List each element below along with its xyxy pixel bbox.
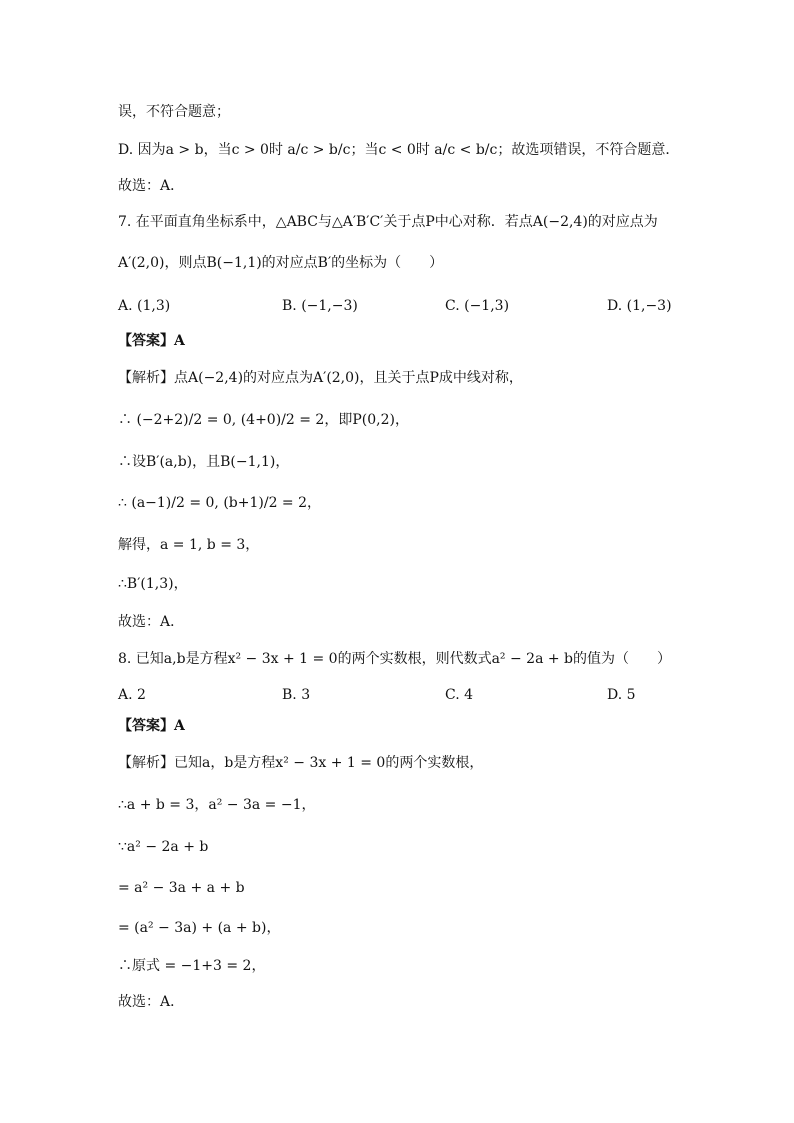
q8-analysis-line: ∴原式 = −1+3 = 2， bbox=[118, 958, 266, 974]
q7-analysis-line: 【解析】点A(−2,4)的对应点为A′(2,0)，且关于点P成中线对称， bbox=[118, 370, 523, 386]
q7-analysis-line: 解得，a = 1, b = 3， bbox=[118, 537, 260, 553]
q7-analysis-line: ∴B′(1,3)， bbox=[118, 576, 188, 592]
q8-analysis-line: 故选：A． bbox=[118, 994, 185, 1010]
q8-analysis-line: ∴a + b = 3，a² − 3a = −1， bbox=[118, 797, 316, 813]
q7-analysis-line: ∴ (−2+2)/2 = 0, (4+0)/2 = 2，即P(0,2)， bbox=[118, 412, 409, 428]
q8-option-a: A. 2 bbox=[118, 687, 146, 703]
q7-analysis-line: ∴ (a−1)/2 = 0, (b+1)/2 = 2， bbox=[118, 495, 322, 511]
q7-answer: 【答案】A bbox=[118, 333, 185, 349]
q8-option-c: C. 4 bbox=[445, 687, 474, 703]
q8-analysis-line: = (a² − 3a) + (a + b)， bbox=[118, 920, 281, 936]
q8-analysis-line: ∵a² − 2a + b bbox=[118, 839, 209, 855]
q8-answer: 【答案】A bbox=[118, 718, 185, 734]
q7-stem-line-2: A′(2,0)，则点B(−1,1)的对应点B′的坐标为（ ） bbox=[118, 255, 444, 271]
q7-analysis-line: ∴设B′(a,b)，且B(−1,1)， bbox=[118, 454, 290, 470]
previous-option-d-explanation: D. 因为a > b，当c > 0时 a/c > b/c；当c < 0时 a/c < b/c；故选项错误，不符合题意． bbox=[118, 142, 680, 158]
q7-option-c: C. (−1,3) bbox=[445, 298, 510, 314]
q7-stem-line-1: 7. 在平面直角坐标系中，△ABC与△A′B′C′关于点P中心对称．若点A(−2,4)的对应点为 bbox=[118, 214, 658, 230]
q7-option-b: B. (−1,−3) bbox=[282, 298, 358, 314]
q7-option-d: D. (1,−3) bbox=[607, 298, 672, 314]
q8-option-b: B. 3 bbox=[282, 687, 311, 703]
q8-analysis-line: 【解析】已知a，b是方程x² − 3x + 1 = 0的两个实数根， bbox=[118, 755, 484, 771]
q8-option-d: D. 5 bbox=[607, 687, 636, 703]
previous-conclusion: 故选：A． bbox=[118, 178, 185, 194]
q8-analysis-line: = a² − 3a + a + b bbox=[118, 880, 245, 896]
q8-stem: 8. 已知a,b是方程x² − 3x + 1 = 0的两个实数根，则代数式a² − 2a + b的值为（ ） bbox=[118, 651, 672, 667]
previous-solution-tail: 误，不符合题意； bbox=[118, 104, 230, 120]
q7-analysis-line: 故选：A． bbox=[118, 614, 185, 630]
q7-option-a: A. (1,3) bbox=[118, 298, 171, 314]
